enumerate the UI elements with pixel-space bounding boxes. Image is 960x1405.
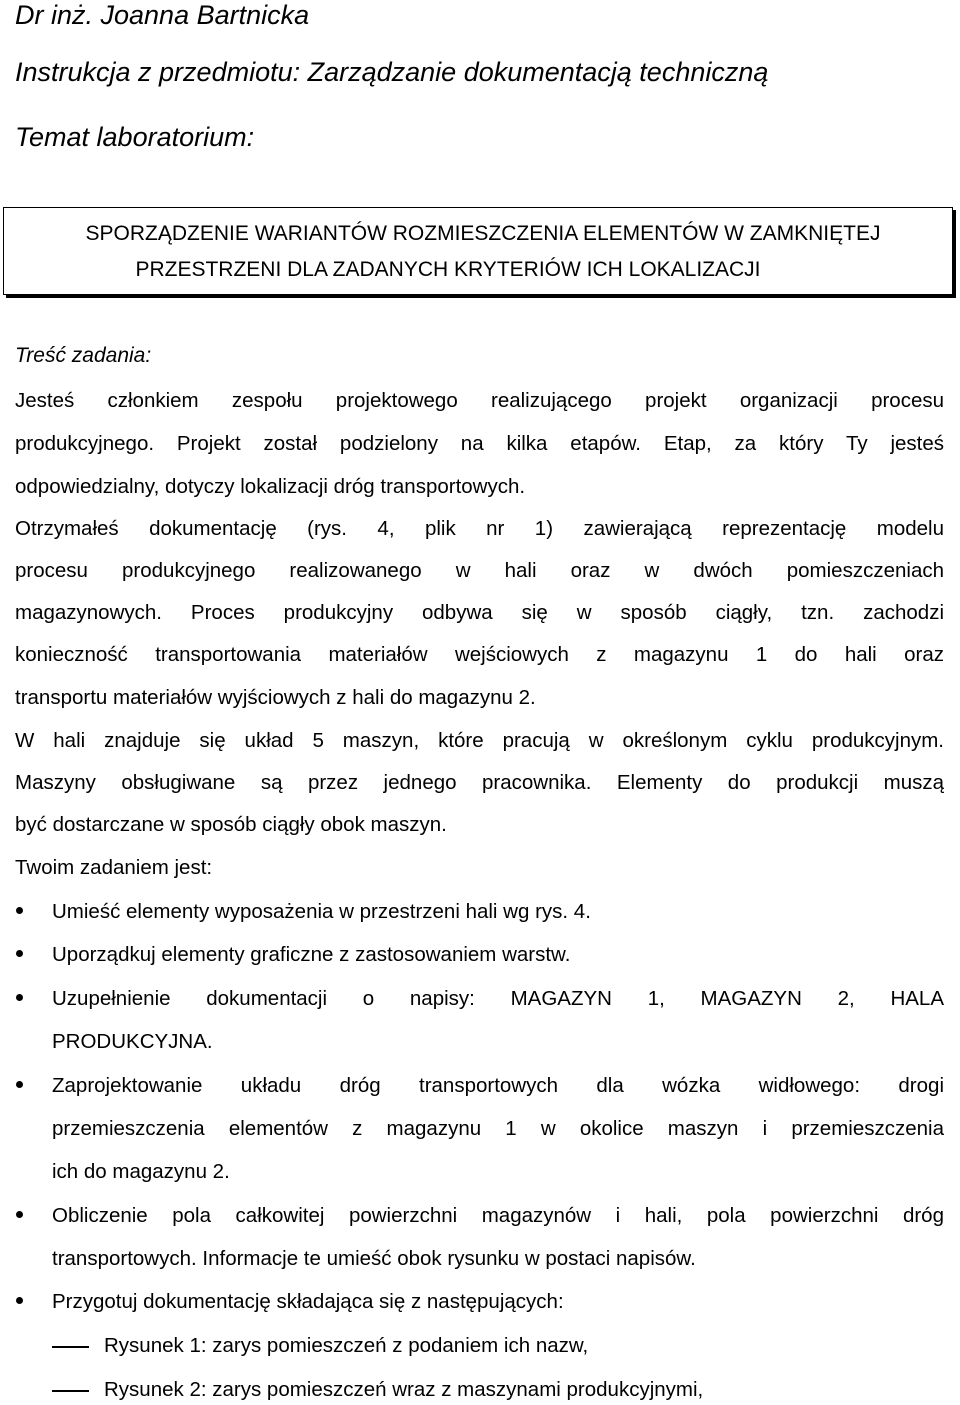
bullet-icon	[12, 1294, 26, 1308]
task-line-11: być dostarczane w sposób ciągły obok maszyn.	[15, 813, 447, 836]
task-line-6: magazynowych. Proces produkcyjny odbywa się w sposób ciągły, tzn. zachodzi	[15, 601, 944, 624]
bullet-item-1: Umieść elementy wyposażenia w przestrzeni hali wg rys. 4.	[52, 900, 591, 923]
dash-icon	[52, 1346, 89, 1348]
bullet-item-3-line-1: Uzupełnienie dokumentacji o napisy: MAGAZYN 1, MAGAZYN 2, HALA	[52, 987, 944, 1010]
task-line-8: transportu materiałów wyjściowych z hali do magazynu 2.	[15, 686, 536, 709]
bullet-icon	[12, 904, 26, 918]
author-line: Dr inż. Joanna Bartnicka	[15, 0, 310, 30]
task-heading: Treść zadania:	[15, 344, 152, 367]
bullet-item-4-line-3: ich do magazynu 2.	[52, 1160, 230, 1183]
topic-title-line-2: PRZESTRZENI DLA ZADANYCH KRYTERIÓW ICH LOKALIZACJI	[135, 258, 761, 281]
bullet-icon	[12, 947, 26, 961]
bullet-icon	[12, 1208, 26, 1222]
task-line-9: W hali znajduje się układ 5 maszyn, które pracują w określonym cyklu produkcyjnym.	[15, 729, 944, 752]
task-line-4: Otrzymałeś dokumentację (rys. 4, plik nr 1) zawierającą reprezentację modelu	[15, 517, 944, 540]
task-line-3: odpowiedzialny, dotyczy lokalizacji dróg transportowych.	[15, 475, 526, 498]
bullet-icon	[12, 991, 26, 1005]
bullet-icon	[12, 1078, 26, 1092]
bullet-item-4-line-1: Zaprojektowanie układu dróg transportowych dla wózka widłowego: drogi	[52, 1074, 944, 1097]
bullet-item-3-line-2: PRODUKCYJNA.	[52, 1030, 213, 1053]
topic-label: Temat laboratorium:	[15, 122, 255, 152]
sub-item-1: Rysunek 1: zarys pomieszczeń z podaniem ich nazw,	[104, 1334, 589, 1357]
task-line-12: Twoim zadaniem jest:	[15, 856, 213, 879]
task-line-5: procesu produkcyjnego realizowanego w hali oraz w dwóch pomieszczeniach	[15, 559, 944, 582]
bullet-item-5-line-2: transportowych. Informacje te umieść obok rysunku w postaci napisów.	[52, 1247, 696, 1270]
task-line-7: konieczność transportowania materiałów wejściowych z magazynu 1 do hali oraz	[15, 643, 944, 666]
topic-title-line-1: SPORZĄDZENIE WARIANTÓW ROZMIESZCZENIA ELEMENTÓW W ZAMKNIĘTEJ	[85, 222, 881, 245]
sub-item-2: Rysunek 2: zarys pomieszczeń wraz z maszynami produkcyjnymi,	[104, 1378, 704, 1401]
bullet-item-4-line-2: przemieszczenia elementów z magazynu 1 w okolice maszyn i przemieszczenia	[52, 1117, 944, 1140]
bullet-item-2: Uporządkuj elementy graficzne z zastosowaniem warstw.	[52, 943, 571, 966]
task-line-1: Jesteś członkiem zespołu projektowego realizującego projekt organizacji procesu	[15, 389, 944, 412]
bullet-item-5-line-1: Obliczenie pola całkowitej powierzchni magazynów i hali, pola powierzchni dróg	[52, 1204, 944, 1227]
course-title: Instrukcja z przedmiotu: Zarządzanie dokumentacją techniczną	[15, 57, 769, 87]
task-line-2: produkcyjnego. Projekt został podzielony na kilka etapów. Etap, za który Ty jesteś	[15, 432, 944, 455]
task-line-10: Maszyny obsługiwane są przez jednego pracownika. Elementy do produkcji muszą	[15, 771, 944, 794]
bullet-item-6: Przygotuj dokumentację składająca się z następujących:	[52, 1290, 564, 1313]
topic-title-box	[3, 207, 953, 295]
dash-icon	[52, 1390, 89, 1392]
